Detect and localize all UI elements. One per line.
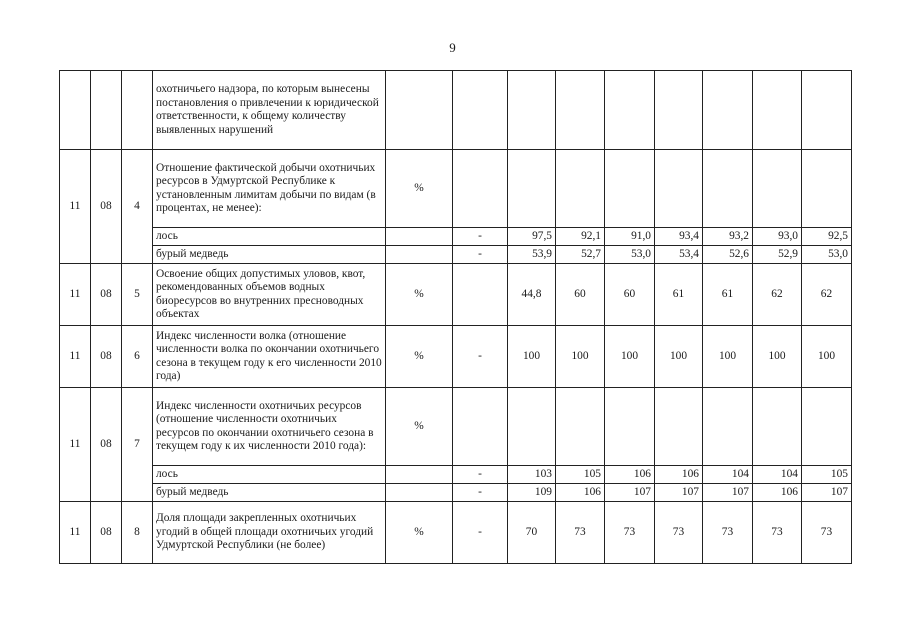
value-cell: 93,0	[753, 228, 802, 246]
value-cell	[605, 71, 655, 150]
value-cell: 106	[753, 484, 802, 502]
value-cell	[655, 71, 703, 150]
value-cell: 105	[802, 466, 852, 484]
value-cell: 100	[508, 326, 556, 388]
unit-cell	[386, 466, 453, 484]
value-cell: 60	[556, 264, 605, 326]
value-cell: 70	[508, 502, 556, 564]
base-value-cell: -	[453, 484, 508, 502]
table-row	[60, 388, 852, 466]
value-cell	[802, 388, 852, 466]
value-cell: 73	[753, 502, 802, 564]
value-cell: 62	[753, 264, 802, 326]
value-cell: 92,5	[802, 228, 852, 246]
table-row	[60, 326, 852, 388]
table-row	[60, 466, 852, 484]
sub-label-cell: лось	[153, 228, 386, 246]
value-cell: 91,0	[605, 228, 655, 246]
value-cell	[556, 388, 605, 466]
value-cell	[556, 150, 605, 228]
subsection-cell	[91, 71, 122, 150]
value-cell: 106	[556, 484, 605, 502]
unit-cell: %	[386, 326, 453, 388]
index-cell: 5	[122, 264, 153, 326]
value-cell	[453, 388, 508, 466]
description-cell: Доля площади закрепленных охотничьих угодий в общей площади охотничьих угодий Удмуртской Республики (не более)	[153, 502, 386, 564]
value-cell: 100	[556, 326, 605, 388]
value-cell: 73	[703, 502, 753, 564]
indicators-table	[59, 70, 852, 564]
index-cell: 6	[122, 326, 153, 388]
value-cell	[556, 71, 605, 150]
value-cell	[605, 388, 655, 466]
table-row	[60, 484, 852, 502]
unit-cell: %	[386, 502, 453, 564]
index-cell	[122, 71, 153, 150]
value-cell: 53,0	[802, 246, 852, 264]
value-cell: 62	[802, 264, 852, 326]
value-cell	[753, 150, 802, 228]
section-cell: 11	[60, 264, 91, 326]
value-cell: 52,7	[556, 246, 605, 264]
value-cell: 107	[703, 484, 753, 502]
description-cell: Индекс численности охотничьих ресурсов (отношение численности охотничьих ресурсов по окончании охотничьего сезона в текущем году к их численности 2010 года):	[153, 388, 386, 466]
value-cell: 92,1	[556, 228, 605, 246]
sub-label-cell: бурый медведь	[153, 246, 386, 264]
value-cell: 44,8	[508, 264, 556, 326]
index-cell: 8	[122, 502, 153, 564]
value-cell: 100	[703, 326, 753, 388]
section-cell: 11	[60, 388, 91, 502]
base-value-cell: -	[453, 502, 508, 564]
value-cell: 107	[655, 484, 703, 502]
description-cell: охотничьего надзора, по которым вынесены постановления о привлечении к юридической ответственности, к общему количеству выявленных нарушений	[153, 71, 386, 150]
value-cell: 100	[802, 326, 852, 388]
value-cell: 100	[655, 326, 703, 388]
sub-label-cell: лось	[153, 466, 386, 484]
value-cell: 61	[703, 264, 753, 326]
value-cell	[802, 150, 852, 228]
table-row	[60, 502, 852, 564]
value-cell: 100	[753, 326, 802, 388]
subsection-cell: 08	[91, 326, 122, 388]
value-cell: 106	[605, 466, 655, 484]
value-cell: 109	[508, 484, 556, 502]
base-value-cell: -	[453, 466, 508, 484]
value-cell: 107	[802, 484, 852, 502]
unit-cell	[386, 246, 453, 264]
value-cell: 107	[605, 484, 655, 502]
table-row	[60, 246, 852, 264]
value-cell: 73	[556, 502, 605, 564]
unit-cell	[386, 484, 453, 502]
index-cell: 4	[122, 150, 153, 264]
table-row	[60, 264, 852, 326]
description-cell: Отношение фактической добычи охотничьих ресурсов в Удмуртской Республике к установленным лимитам добычи по видам (в процентах, не менее):	[153, 150, 386, 228]
value-cell: 93,2	[703, 228, 753, 246]
unit-cell	[386, 228, 453, 246]
value-cell: 106	[655, 466, 703, 484]
value-cell: 52,6	[703, 246, 753, 264]
value-cell: 93,4	[655, 228, 703, 246]
value-cell: 103	[508, 466, 556, 484]
section-cell: 11	[60, 502, 91, 564]
value-cell	[655, 150, 703, 228]
value-cell: 53,9	[508, 246, 556, 264]
value-cell: 104	[703, 466, 753, 484]
description-cell: Освоение общих допустимых уловов, квот, рекомендованных объемов водных биоресурсов во внутренних пресноводных объектах	[153, 264, 386, 326]
value-cell	[605, 150, 655, 228]
section-cell: 11	[60, 326, 91, 388]
value-cell: 73	[655, 502, 703, 564]
unit-cell: %	[386, 150, 453, 228]
section-cell: 11	[60, 150, 91, 264]
base-value-cell: -	[453, 246, 508, 264]
value-cell: 105	[556, 466, 605, 484]
value-cell	[655, 388, 703, 466]
value-cell	[508, 71, 556, 150]
value-cell	[508, 388, 556, 466]
unit-cell: %	[386, 388, 453, 466]
value-cell: 73	[802, 502, 852, 564]
value-cell: 73	[605, 502, 655, 564]
value-cell	[453, 71, 508, 150]
value-cell	[508, 150, 556, 228]
description-cell: Индекс численности волка (отношение численности волка по окончании охотничьего сезона в текущем году к его численности 2010 года)	[153, 326, 386, 388]
subsection-cell: 08	[91, 388, 122, 502]
value-cell: 60	[605, 264, 655, 326]
value-cell	[703, 388, 753, 466]
value-cell	[753, 71, 802, 150]
value-cell: 53,0	[605, 246, 655, 264]
base-value-cell: -	[453, 326, 508, 388]
subsection-cell: 08	[91, 264, 122, 326]
sub-label-cell: бурый медведь	[153, 484, 386, 502]
value-cell: 53,4	[655, 246, 703, 264]
value-cell: 61	[655, 264, 703, 326]
value-cell	[753, 388, 802, 466]
table-row	[60, 228, 852, 246]
value-cell	[802, 71, 852, 150]
page-number: 9	[449, 40, 456, 55]
value-cell	[703, 150, 753, 228]
subsection-cell: 08	[91, 150, 122, 264]
index-cell: 7	[122, 388, 153, 502]
value-cell: 104	[753, 466, 802, 484]
table-row	[60, 71, 852, 150]
value-cell: 52,9	[753, 246, 802, 264]
value-cell: 100	[605, 326, 655, 388]
subsection-cell: 08	[91, 502, 122, 564]
section-cell	[60, 71, 91, 150]
value-cell: 97,5	[508, 228, 556, 246]
value-cell	[453, 150, 508, 228]
value-cell	[703, 71, 753, 150]
base-value-cell: -	[453, 228, 508, 246]
value-cell	[386, 71, 453, 150]
unit-cell: %	[386, 264, 453, 326]
base-value-cell	[453, 264, 508, 326]
table-row	[60, 150, 852, 228]
